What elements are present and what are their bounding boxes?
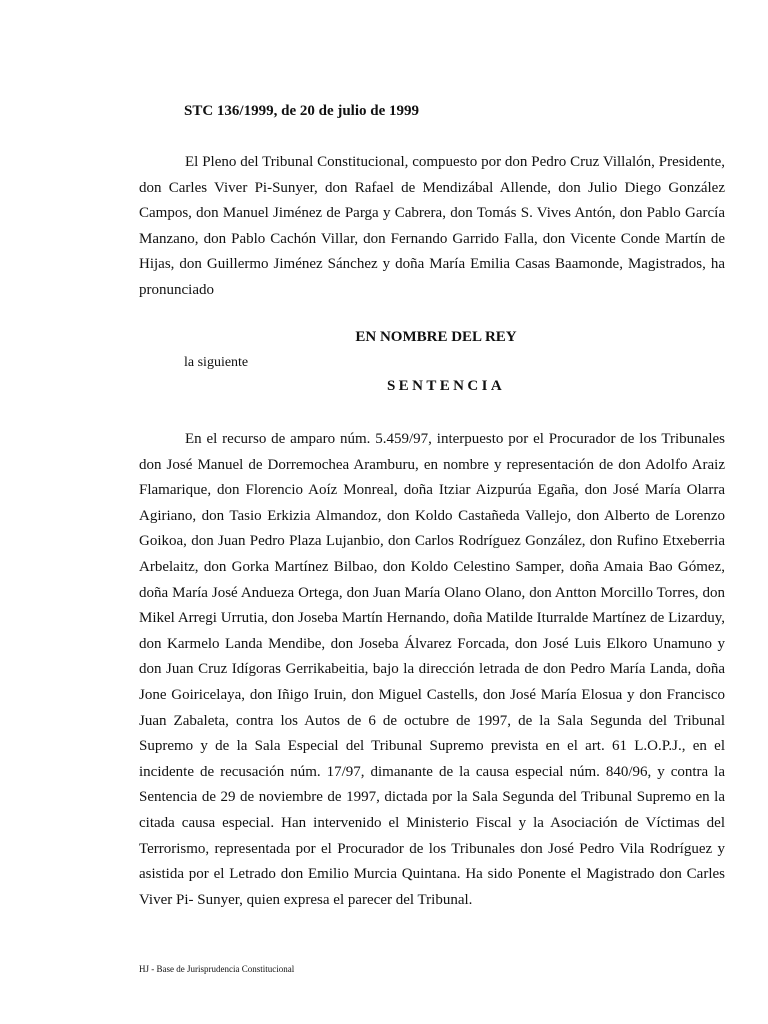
paragraph-composition: El Pleno del Tribunal Constitucional, compuesto por don Pedro Cruz Villalón, Presidente, don Carles Viver Pi-Sunyer, don Rafael de Mendizábal Allende, don Julio Diego González Campos, don Manuel Jiménez de Parga y Cabrera, don Tomás S. Vives Antón, don Pablo García Manzano, don Pablo Cachón Villar, don Fernando Garrido Falla, don Vicente Conde Martín de Hijas, don Guillermo Jiménez Sánchez y doña María Emilia Casas Baamonde, Magistrados, ha pronunciado bbox=[139, 154, 725, 298]
paragraph-recurso: En el recurso de amparo núm. 5.459/97, interpuesto por el Procurador de los Tribunales don José Manuel de Dorremochea Aramburu, en nombre y representación de don Adolfo Araiz Flamarique, don Florencio Aoíz Monreal, doña Itziar Aizpurúa Egaña, don José María Olarra Agiriano, don Tasio Erkizia Almandoz, don Koldo Castañeda Vallejo, don Alberto de Lorenzo Goikoa, don Juan Pedro Plaza Lujanbio, don Carlos Rodríguez González, don Rufino Etxeberria Arbelaitz, don Gorka Martínez Bilbao, don Koldo Celestino Samper, doña Amaia Bao Gómez, doña María José Andueza Ortega, don Juan María Olano Olano, don Antton Morcillo Torres, don Mikel Arregi Urrutia, don Joseba Martín Hernando, doña Matilde Iturralde Martínez de Lizarduy, don Karmelo Landa Mendibe, don Joseba Álvarez Forcada, don José Luis Elkoro Unamuno y don Juan Cruz Idígoras Gerrikabeitia, bajo la dirección letrada de don Pedro María Landa, doña Jone Goiricelaya, don Iñigo Iruin, don Miguel Castells, don José María Elosua y don Francisco Juan Zabaleta, contra los Autos de 6 de octubre de 1997, de la Sala Segunda del Tribunal Supremo y de la Sala Especial del Tribunal Supremo prevista en el art. 61 L.O.P.J., en el incidente de recusación núm. 17/97, dimanante de la causa especial núm. 840/96, y contra la Sentencia de 29 de noviembre de 1997, dictada por la Sala Segunda del Tribunal Supremo en la citada causa especial. Han intervenido el Ministerio Fiscal y la Asociación de Víctimas del Terrorismo, representada por el Procurador de los Tribunales don José Pedro Vila Rodríguez y asistida por el Letrado don Emilio Murcia Quintana. Ha sido Ponente el Magistrado don Carles Viver Pi- Sunyer, quien expresa el parecer del Tribunal. bbox=[139, 431, 725, 908]
la-siguiente-text: la siguiente bbox=[184, 355, 249, 370]
document-title: STC 136/1999, de 20 de julio de 1999 bbox=[184, 103, 420, 119]
page-footer: HJ - Base de Jurisprudencia Constitucional bbox=[139, 964, 295, 974]
heading-sentencia: SENTENCIA bbox=[386, 378, 506, 394]
heading-en-nombre-del-rey: EN NOMBRE DEL REY bbox=[355, 329, 517, 345]
